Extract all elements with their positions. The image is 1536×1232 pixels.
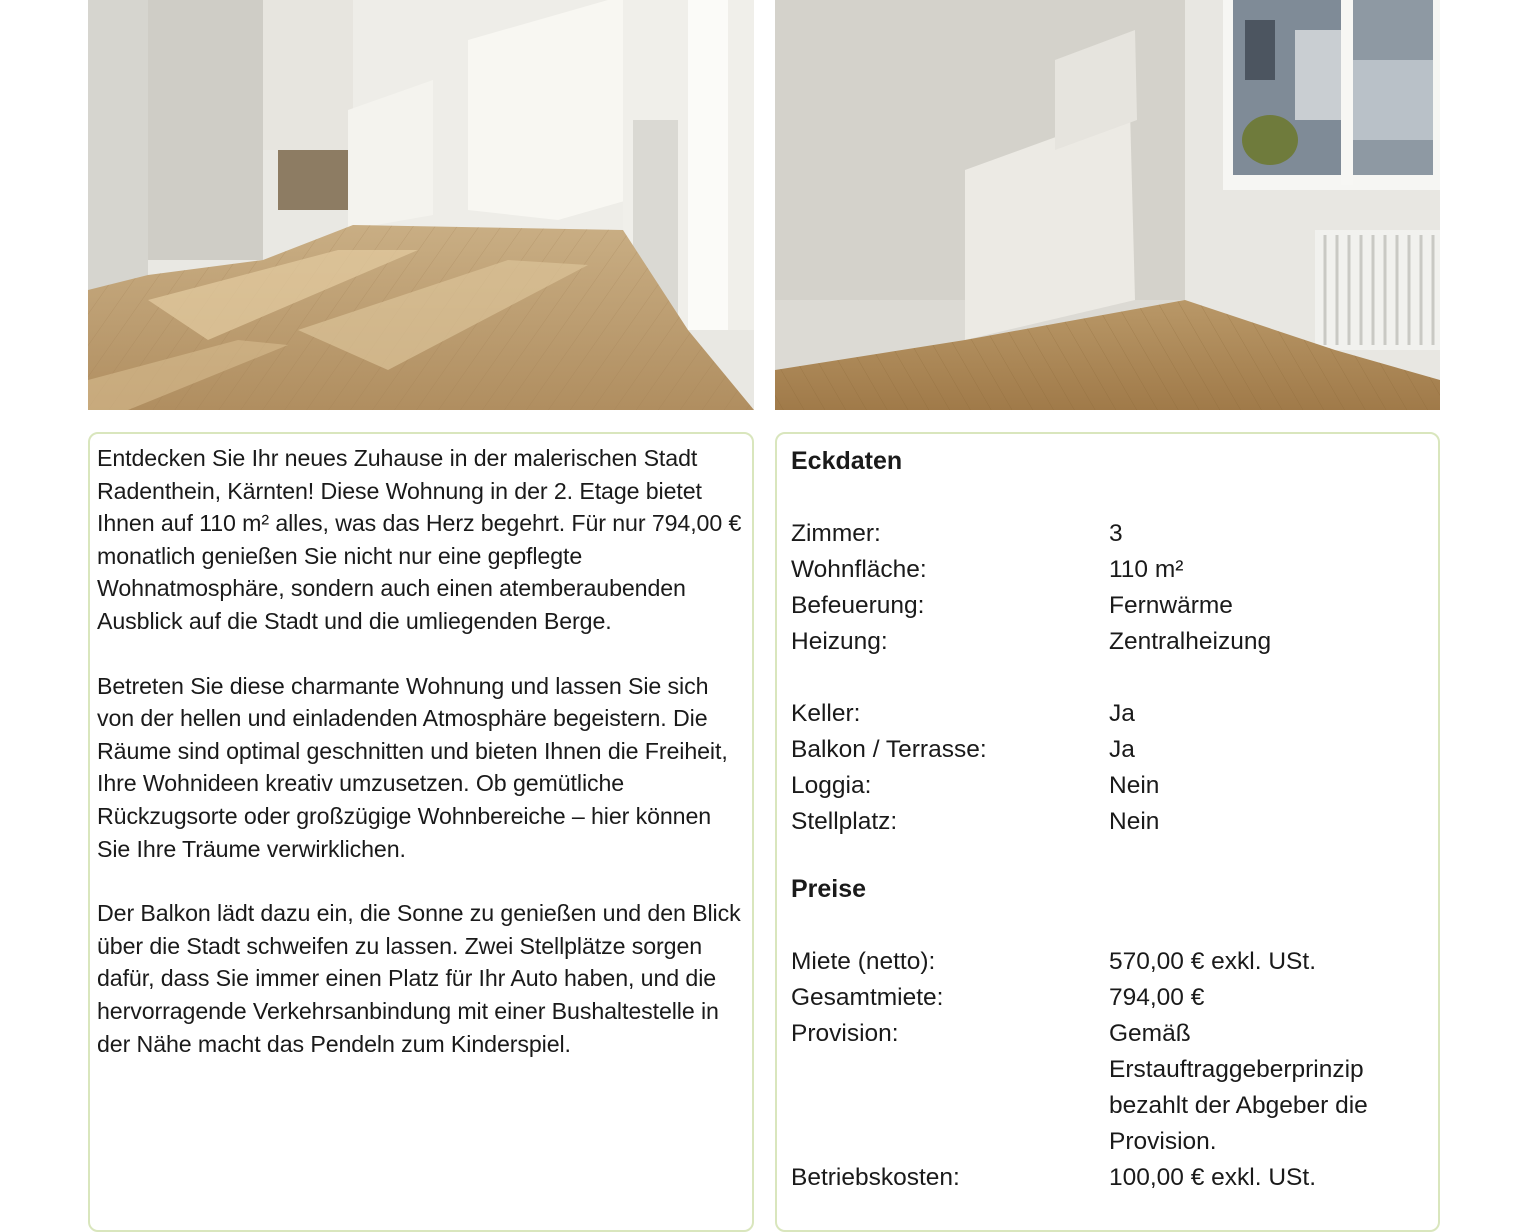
- fact-label: Keller:: [791, 700, 861, 727]
- hallway-photo: [88, 0, 754, 410]
- fact-row: [791, 696, 1424, 732]
- window-room-photo: [775, 0, 1440, 410]
- price-row: [791, 1016, 1424, 1160]
- price-label: Miete (netto):: [791, 948, 936, 975]
- room-photo-hallway-icon: [88, 0, 754, 410]
- fact-label: Zimmer:: [791, 520, 881, 547]
- price-label: Provision:: [791, 1020, 899, 1047]
- fact-row: [791, 768, 1424, 804]
- fact-value: Zentralheizung: [1109, 628, 1272, 655]
- fact-label: Befeuerung:: [791, 592, 925, 619]
- description-panel: [88, 432, 754, 1232]
- fact-value: Nein: [1109, 808, 1160, 835]
- price-value: 100,00 € exkl. USt.: [1109, 1164, 1317, 1191]
- price-label: Betriebskosten:: [791, 1164, 960, 1191]
- fact-value: Fernwärme: [1109, 592, 1233, 619]
- fact-value: Ja: [1109, 700, 1135, 727]
- fact-label: Wohnfläche:: [791, 556, 927, 583]
- price-value: 794,00 €: [1109, 984, 1205, 1011]
- price-row: [791, 944, 1424, 980]
- fact-value: 3: [1109, 520, 1123, 547]
- fact-row: [791, 516, 1424, 552]
- fact-label: Balkon / Terrasse:: [791, 736, 987, 763]
- description-text: [97, 442, 744, 1060]
- description-paragraph: Entdecken Sie Ihr neues Zuhause in der malerischen Stadt Radenthein, Kärnten! Diese Wohnung in der 2. Etage bietet Ihnen auf 110 m² alles, was das Herz begehrt. Für nur 794,00 € monatlich genießen Sie nicht nur eine gepflegte Wohnatmosphäre, sondern auch einen atemberaubenden Ausblick auf die Stadt und die umliegenden Berge.: [97, 445, 742, 634]
- price-row: [791, 980, 1424, 1016]
- price-value: 570,00 € exkl. USt.: [1109, 948, 1317, 975]
- fact-row: [791, 552, 1424, 588]
- description-paragraph: Der Balkon lädt dazu ein, die Sonne zu genießen und den Blick über die Stadt schweifen zu lassen. Zwei Stellplätze sorgen dafür, dass Sie immer einen Platz für Ihr Auto haben, und die hervorragende Verkehrsanbindung mit einer Bushaltestelle in der Nähe macht das Pendeln zum Kinderspiel.: [97, 900, 741, 1057]
- fact-label: Loggia:: [791, 772, 872, 799]
- price-row: [791, 1160, 1424, 1196]
- fact-row: [791, 732, 1424, 768]
- fact-value: 110 m²: [1109, 556, 1184, 583]
- preise-title: Preise: [791, 875, 867, 903]
- fact-label: Heizung:: [791, 628, 888, 655]
- fact-value: Nein: [1109, 772, 1160, 799]
- room-photo-window-icon: [775, 0, 1440, 410]
- price-label: Gesamtmiete:: [791, 984, 944, 1011]
- fact-row: [791, 804, 1424, 840]
- fact-label: Stellplatz:: [791, 808, 898, 835]
- eckdaten-title: Eckdaten: [791, 447, 903, 475]
- description-paragraph: Betreten Sie diese charmante Wohnung und lassen Sie sich von der hellen und einladenden Atmosphäre begeistern. Die Räume sind optimal geschnitten und bieten Ihnen die Freiheit, Ihre Wohnideen kreativ umzusetzen. Ob gemütliche Rückzugsorte oder großzügige Wohnbereiche – hier können Sie Ihre Träume verwirklichen.: [97, 672, 728, 862]
- fact-row: [791, 588, 1424, 624]
- fact-row: [791, 624, 1424, 660]
- price-value: Gemäß Erstauftraggeberprinzip bezahlt der Abgeber die Provision.: [1109, 1020, 1368, 1155]
- fact-value: Ja: [1109, 736, 1135, 763]
- facts-panel: [775, 432, 1440, 1232]
